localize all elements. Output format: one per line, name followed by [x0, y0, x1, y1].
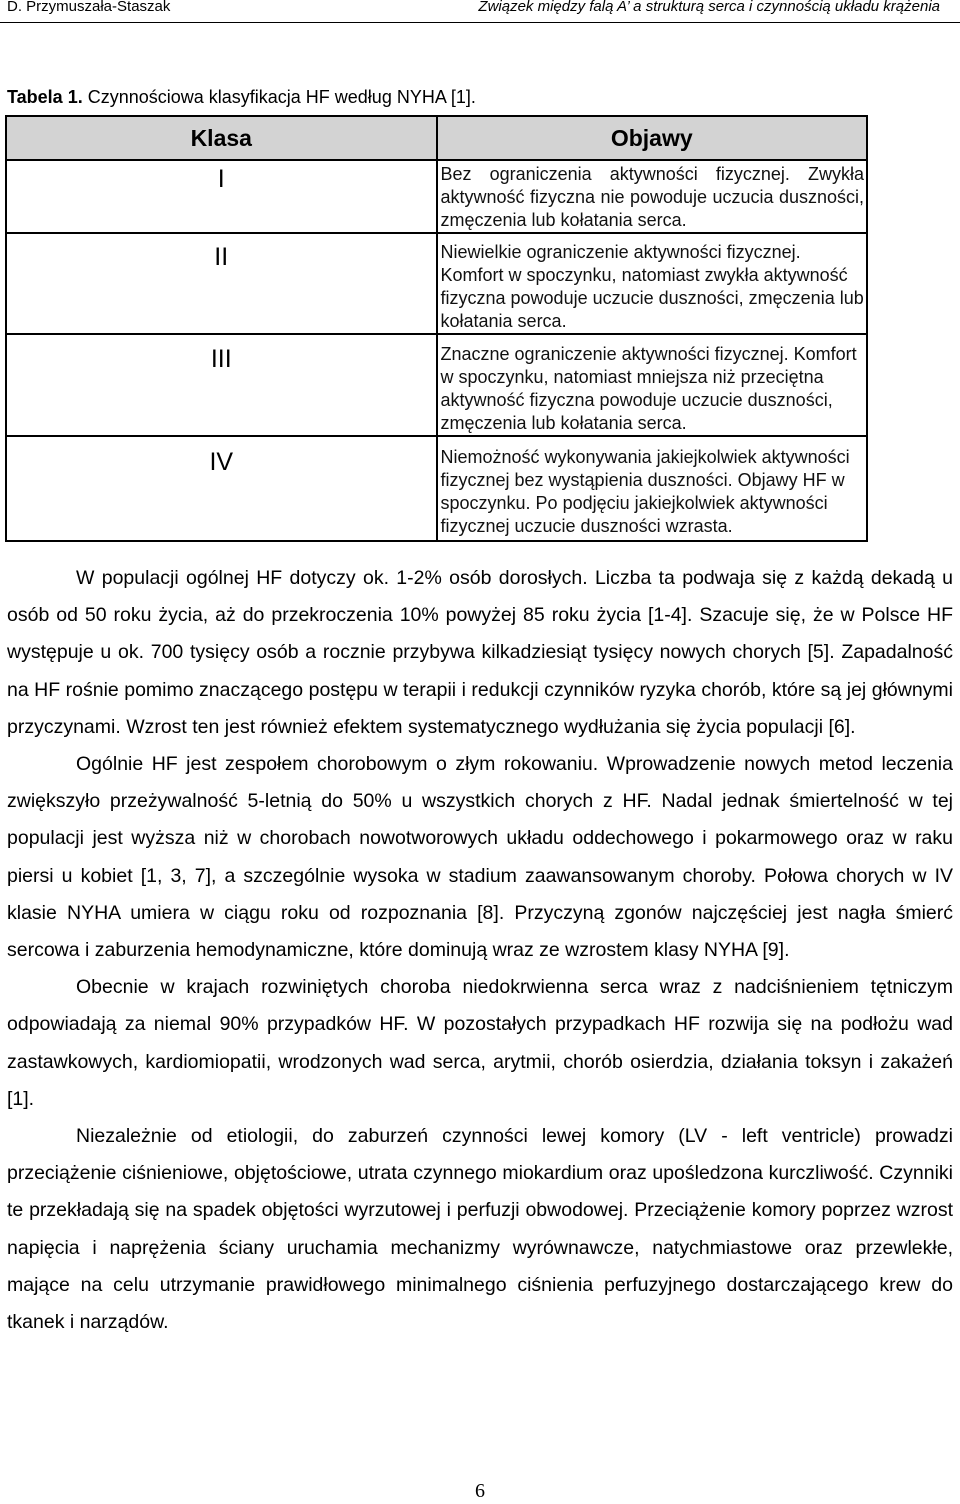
table-caption	[7, 86, 476, 108]
table-row	[6, 233, 867, 334]
table-row	[6, 334, 867, 436]
header-title: Związek między falą A’ a strukturą serca i czynnością układu krążenia	[478, 0, 940, 15]
page-number: 6	[475, 1480, 485, 1502]
symptoms-cell: Bez ograniczenia aktywności fizycznej. Zwykła aktywność fizyczna nie powoduje uczucia duszności, zmęczenia lub kołatania serca.	[437, 160, 868, 233]
table-caption-text: Czynnościowa klasyfikacja HF według NYHA [1].	[82, 87, 476, 107]
paragraph: Obecnie w krajach rozwiniętych choroba niedokrwienna serca wraz z nadciśnieniem tętniczym odpowiadają za niemal 90% przypadków HF. W pozostałych przypadkach HF rozwija się na podłożu wad zastawkowych, kardiomiopatii, wrodzonych wad serca, arytmii, chorób osierdzia, działania toksyn i zakażeń [1].	[7, 976, 953, 1110]
table-caption-label: Tabela 1.	[7, 87, 83, 107]
table-row	[6, 160, 867, 233]
symptoms-cell: Znaczne ograniczenie aktywności fizycznej. Komfort w spoczynku, natomiast mniejsza niż przeciętna aktywność fizyczna powoduje uczucie duszności, zmęczenia lub kołatania serca.	[437, 334, 868, 436]
running-header	[0, 0, 960, 23]
symptoms-cell: Niemożność wykonywania jakiejkolwiek aktywności fizycznej bez wystąpienia duszności. Objawy HF w spoczynku. Po podjęciu jakiejkolwiek aktywności fizycznej uczucie duszności wzrasta.	[437, 436, 868, 541]
paragraph: Ogólnie HF jest zespołem chorobowym o złym rokowaniu. Wprowadzenie nowych metod leczenia zwiększyło przeżywalność 5-letnią do 50% u wszystkich chorych z HF. Nadal jednak śmiertelność w tej populacji jest wyższa niż w chorobach nowotworowych układu oddechowego i pokarmowego oraz w raku piersi u kobiet [1, 3, 7], a szczególnie wysoka w stadium zaawansowanym choroby. Połowa chorych w IV klasie NYHA umiera w ciągu roku od rozpoznania [8]. Przyczyną zgonów najczęściej jest nagła śmierć sercowa i zaburzenia hemodynamiczne, które dominują wraz ze wzrostem klasy NYHA [9].	[7, 753, 953, 962]
body-text	[7, 560, 953, 1341]
header-klasa: Klasa	[6, 116, 437, 160]
paragraph: W populacji ogólnej HF dotyczy ok. 1-2% osób dorosłych. Liczba ta podwaja się z każdą dekadą u osób od 50 roku życia, aż do przekroczenia 10% powyżej 85 roku życia [1-4]. Szacuje się, że w Polsce HF występuje u ok. 700 tysięcy osób a rocznie przybywa kilkadziesiąt tysięcy nowych chorych [5]. Zapadalność na HF rośnie pomimo znaczącego postępu w terapii i redukcji czynników ryzyka chorób, które są jej głównymi przyczynami. Wzrost ten jest również efektem systematycznego wydłużania się życia populacji [6].	[7, 567, 953, 738]
table-row	[6, 436, 867, 541]
header-author: D. Przymuszała-Staszak	[7, 0, 171, 15]
class-cell: IV	[6, 436, 437, 541]
class-cell: II	[6, 233, 437, 334]
paragraph: Niezależnie od etiologii, do zaburzeń czynności lewej komory (LV - left ventricle) prowadzi przeciążenie ciśnieniowe, objętościowe, utrata czynnego miokardium oraz upośledzona kurczliwość. Czynniki te przekładają się na spadek objętości wyrzutowej i perfuzji obwodowej. Przeciążenie komory poprzez wzrost napięcia i naprężenia ściany uruchamia mechanizmy wyrównawcze, natychmiastowe oraz przewlekłe, mające na celu utrzymanie prawidłowego minimalnego ciśnienia perfuzyjnego dostarczającego krew do tkanek i narządów.	[7, 1125, 953, 1334]
table-header-row	[6, 116, 867, 160]
symptoms-cell: Niewielkie ograniczenie aktywności fizycznej. Komfort w spoczynku, natomiast zwykła aktywność fizyczna powoduje uczucie duszności, zmęczenia lub kołatania serca.	[437, 233, 868, 334]
header-objawy: Objawy	[437, 116, 868, 160]
class-cell: I	[6, 160, 437, 233]
class-cell: III	[6, 334, 437, 436]
nyha-table	[5, 115, 868, 542]
